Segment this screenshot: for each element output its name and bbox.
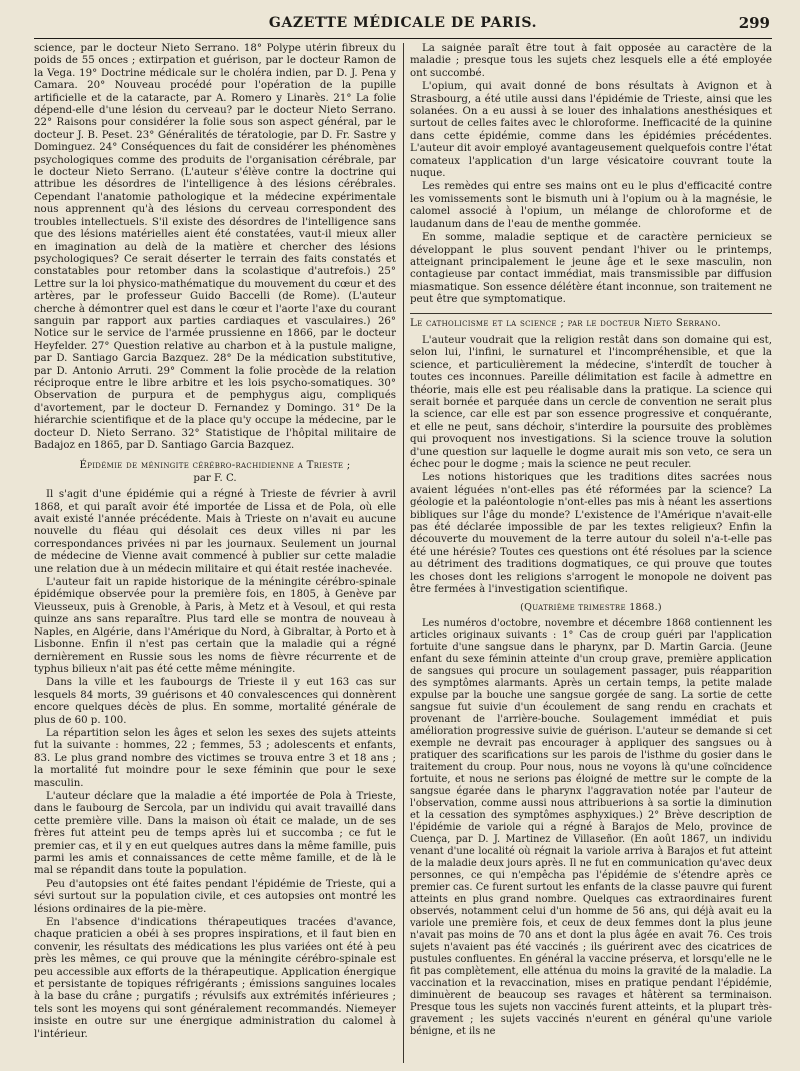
section-heading-text: Le catholicisme et la science ; par le docteur Nieto Serrano. xyxy=(410,317,722,329)
quarter-label: (Quatrième trimestre 1868.) xyxy=(520,602,662,614)
paragraph: Les numéros d'octobre, novembre et décembre 1868 contiennent les articles originaux suivants : 1° Cas de croup guéri par l'application fortuite d'une sangsue dans le pharynx, par D. Martin Garcia. (Jeune enfant du sexe féminin atteinte d'un croup grave, première application de sangsues qui procure un soulagement passager, puis réapparition des symptômes alarmants. Après un certain temps, la petite malade expulse par la bouche une sangsue gorgée de sang. La sortie de cette sangsue fut suivie d'un écoulement de sang rendu en crachats et provenant de l'arrière-bouche. Soulagement immédiat et puis amélioration progressive suivie de guérison. L'auteur se demande si cet exemple ne devrait pas encourager à appliquer des sangsues ou à pratiquer des scarifications sur les parois de l'isthme du gosier dans le traitement du croup. Pour nous, nous ne voyons là qu'une coïncidence fortuite, et nous ne serions pas éloigné de mettre sur le compte de la sangsue égarée dans le pharynx l'aggravation notée par l'auteur de l'observation, comme aussi nous attribuerions à sa sortie la diminution et la cessation des symptômes asphyxiques.) 2° Brève description de l'épidémie de variole qui a régné à Barajos de Melo, province de Cuença, par D. J. Martinez de Villaseñor. (En août 1867, un individu venant d'une localité où régnait la variole arriva à Barajos et fut atteint de la maladie deux jours après. Il ne fut en communication qu'avec deux personnes, ce qui n'empêcha pas l'épidémie de s'étendre après ce premier cas. Ce furent surtout les enfants de la classe pauvre qui furent atteints en plus grand nombre. Quelques cas extraordinaires furent observés, notamment celui d'un homme de 56 ans, qui déjà avait eu la variole une première fois, et ceux de deux femmes dont la plus jeune n'avait pas moins de 70 ans et dont la plus âgée en avait 76. Ces trois sujets n'avaient pas été vaccinés ; ils guérirent avec des cicatrices de pustules confluentes. En général la vaccine préserva, et lorsqu'elle ne le fit pas complètement, elle atténua du moins la gravité de la maladie. La vaccination et la revaccination, mises en pratique pendant l'épidémie, diminuèrent de beaucoup ses ravages et hâtèrent sa terminaison. Presque tous les sujets non vaccinés furent atteints, et la plupart très-gravement ; les sujets vaccinés n'eurent en général qu'une variole bénigne, et ils ne xyxy=(410,617,772,1037)
article-list-continued: science, par le docteur Nieto Serrano. 18° Polype utérin fibreux du poids de 55 onces ; extirpation et guérison, par le docteur Ramon de la Vega. 19° Doctrine médicale sur le choléra indien, par D. J. Pena y Camara. 20° Nouveau procédé pour l'opération de la pupille artificielle et de la cataracte, par A. Romero y Linarès. 21° La folie dépend-elle d'une lésion du cerveau? par le docteur Nieto Serrano. 22° Raisons pour considérer la folie sous son aspect général, par le docteur J. B. Peset. 23° Généralités de tératologie, par D. Fr. Sastre y Dominguez. 24° Conséquences du fait de considérer les phénomènes psychologiques comme des produits de l'organisation cérébrale, par le docteur Nieto Serrano. (L'auteur s'élève contre la doctrine qui attribue les désordres de l'intelligence à des lésions cérébrales. Cependant l'anatomie pathologique et la médecine expérimentale nous apprennent qu'à des lésions du cerveau correspondent des troubles intellectuels. S'il existe des désordres de l'intelligence sans que des lésions matérielles aient été constatées, vaut-il mieux aller en imagination au delà de la matière et chercher des lésions psychologiques? Ce serait déserter le terrain des faits constatés et constatables pour retomber dans la scolastique d'autrefois.) 25° Lettre sur la loi physico-mathématique du mouvement du cœur et des artères, par le professeur Guido Baccelli (de Rome). (L'auteur cherche à démontrer quel est dans le cœur et l'aorte l'axe du courant sanguin par rapport aux parties cardiaques et vasculaires.) 26° Notice sur le service de l'armée prussienne en 1866, par le docteur Heyfelder. 27° Question relative au charbon et à la pustule maligne, par D. Santiago Garcia Bazquez. 28° De la médication substitutive, par D. Antonio Arruti. 29° Comment la folie procède de la relation réciproque entre le libre arbitre et les lois psycho-somatiques. 30° Observation de purpura et de pemphygus aigu, compliqués d'avortement, par le docteur D. Fernandez y Domingo. 31° De la hiérarchie scientifique et de la place qu'y occupe la médecine, par le docteur D. Nieto Serrano. 32° Statistique de l'hôpital militaire de Badajoz en 1865, par D. Santiago Garcia Bazquez. xyxy=(34,43,396,451)
page-header xyxy=(34,12,772,39)
paragraph: L'opium, qui avait donné de bons résultats à Avignon et à Strasbourg, a été utile aussi dans l'épidémie de Trieste, ainsi que les solanées. On a eu aussi à se louer des inhalations anesthésiques et surtout de celles faites avec le chloroforme. Inefficacité de la quinine dans cette épidémie, comme dans les épidémies précédentes. L'auteur dit avoir employé avantageusement quelquefois contre l'état comateux l'application d'un large vésicatoire couvrant toute la nuque. xyxy=(410,81,772,180)
paragraph: En somme, maladie septique et de caractère pernicieux se développant le plus souvent pendant l'hiver ou le printemps, atteignant principalement le jeune âge et le sexe masculin, non contagieuse par contact immédiat, mais transmissible par diffusion miasmatique. Son essence délétère étant inconnue, son traitement ne peut être que symptomatique. xyxy=(410,232,772,306)
section-heading xyxy=(410,313,772,330)
left-column xyxy=(34,43,396,1063)
right-column xyxy=(410,43,772,1063)
page-number: 299 xyxy=(738,14,770,32)
text-columns xyxy=(34,43,772,1063)
paragraph: Dans la ville et les faubourgs de Trieste il y eut 163 cas sur lesquels 84 morts, 39 guérisons et 40 convalescences qui donnèrent encore quelques décès de plus. En somme, mortalité générale de plus de 60 p. 100. xyxy=(34,677,396,726)
article-heading xyxy=(34,460,396,485)
paragraph: Les notions historiques que les traditions dites sacrées nous avaient léguées n'ont-elles pas été réformées par la science? La géologie et la paléontologie n'ont-elles pas mis à néant les assertions bibliques sur l'âge du monde? L'existence de l'Amérique n'avait-elle pas été déclarée impossible de par les textes religieux? Enfin la découverte du mouvement de la terre autour du soleil n'a-t-elle pas été une hérésie? Toutes ces questions ont été résolues par la science au détriment des traditions dogmatiques, ce qui prouve que toutes les choses dont les religions s'arrogent le monopole ne doivent pas être fermées à l'investigation scientifique. xyxy=(410,472,772,596)
paragraph: La répartition selon les âges et selon les sexes des sujets atteints fut la suivante : hommes, 22 ; femmes, 53 ; adolescents et enfants, 83. Le plus grand nombre des victimes se trouva entre 3 et 18 ans ; la mortalité fut moindre pour le sexe féminin que pour le sexe masculin. xyxy=(34,727,396,789)
paragraph: Les remèdes qui entre ses mains ont eu le plus d'efficacité contre les vomissements sont le bismuth uni à l'opium ou à la magnésie, le calomel associé à l'opium, un mélange de chloroforme et de laudanum dans de l'eau de menthe gommée. xyxy=(410,181,772,230)
paragraph: Il s'agit d'une épidémie qui a régné à Trieste de février à avril 1868, et qui paraît avoir été importée de Lissa et de Pola, où elle avait existé l'année précédente. Mais à Trieste on n'avait eu aucune nouvelle du fléau qui désolait ces deux villes ni par les correspondances privées ni par les journaux. Seulement un journal de médecine de Vienne avait commencé à publier sur cette maladie une relation due à un médecin militaire et qui était restée inachevée. xyxy=(34,489,396,575)
paragraph: L'auteur déclare que la maladie a été importée de Pola à Trieste, dans le faubourg de Sercola, par un individu qui avait travaillé dans cette première ville. Dans la maison où était ce malade, un de ses frères fut atteint peu de temps après lui et succomba ; ce fut le premier cas, et il y en eut quelques autres dans la même famille, puis parmi les amis et connaissances de cette même famille, et de là le mal se répandit dans toute la population. xyxy=(34,790,396,877)
paragraph: En l'absence d'indications thérapeutiques tracées d'avance, chaque praticien a obéi à ses propres inspirations, et il faut bien en convenir, les résultats des médications les plus variées ont été à peu près les mêmes, ce qui prouve que la méningite cérébro-spinale est peu accessible aux efforts de la thérapeutique. Application énergique et persistante de topiques réfrigérants ; émissions sanguines locales à la base du crâne ; purgatifs ; révulsifs aux extrémités inférieures ; tels sont les moyens qui sont généralement recommandés. Niemeyer insiste en outre sur une énergique administration du calomel à l'intérieur. xyxy=(34,917,396,1040)
paragraph: L'auteur fait un rapide historique de la méningite cérébro-spinale épidémique observée pour la première fois, en 1805, à Genève par Vieusseux, puis à Grenoble, à Paris, à Metz et à Vesoul, et qui resta quinze ans sans reparaître. Plus tard elle se montra de nouveau à Naples, en Algérie, dans l'Amérique du Nord, à Gibraltar, à Porto et à Lisbonne. Enfin il n'est pas certain que la maladie qui a régné dernièrement en Russie sous les noms de fièvre récurrente et de typhus bilieux n'ait pas été cette même méningite. xyxy=(34,577,396,675)
journal-title: GAZETTE MÉDICALE DE PARIS. xyxy=(268,15,538,31)
article-author: par F. C. xyxy=(193,472,237,484)
article-title: Épidémie de méningite cérébro-rachidienne a Trieste ; xyxy=(79,460,351,472)
paragraph: La saignée paraît être tout à fait opposée au caractère de la maladie ; presque tous les sujets chez lesquels elle a été employée ont succombé. xyxy=(410,43,772,79)
paragraph: Peu d'autopsies ont été faites pendant l'épidémie de Trieste, qui a sévi surtout sur la population civile, et ces autopsies ont montré les lésions ordinaires de la pie-mère. xyxy=(34,878,396,915)
paragraph: L'auteur voudrait que la religion restât dans son domaine qui est, selon lui, l'infini, le surnaturel et l'incompréhensible, et que la science, et particulièrement la médecine, s'interdît de toucher à toutes ces inconnues. Pareille délimitation est facile à admettre en théorie, mais elle est peu réalisable dans la pratique. La science qui serait bornée et parquée dans un cercle de convention ne serait plus la science, car elle est par son essence progressive et conquérante, et elle ne peut, sans déchoir, s'interdire la poursuite des problèmes qui provoquent nos investigations. Si la science trouve la solution d'une question sur laquelle le dogme aurait mis son veto, ce sera un échec pour le dogme ; mais la science ne peut reculer. xyxy=(410,334,772,470)
